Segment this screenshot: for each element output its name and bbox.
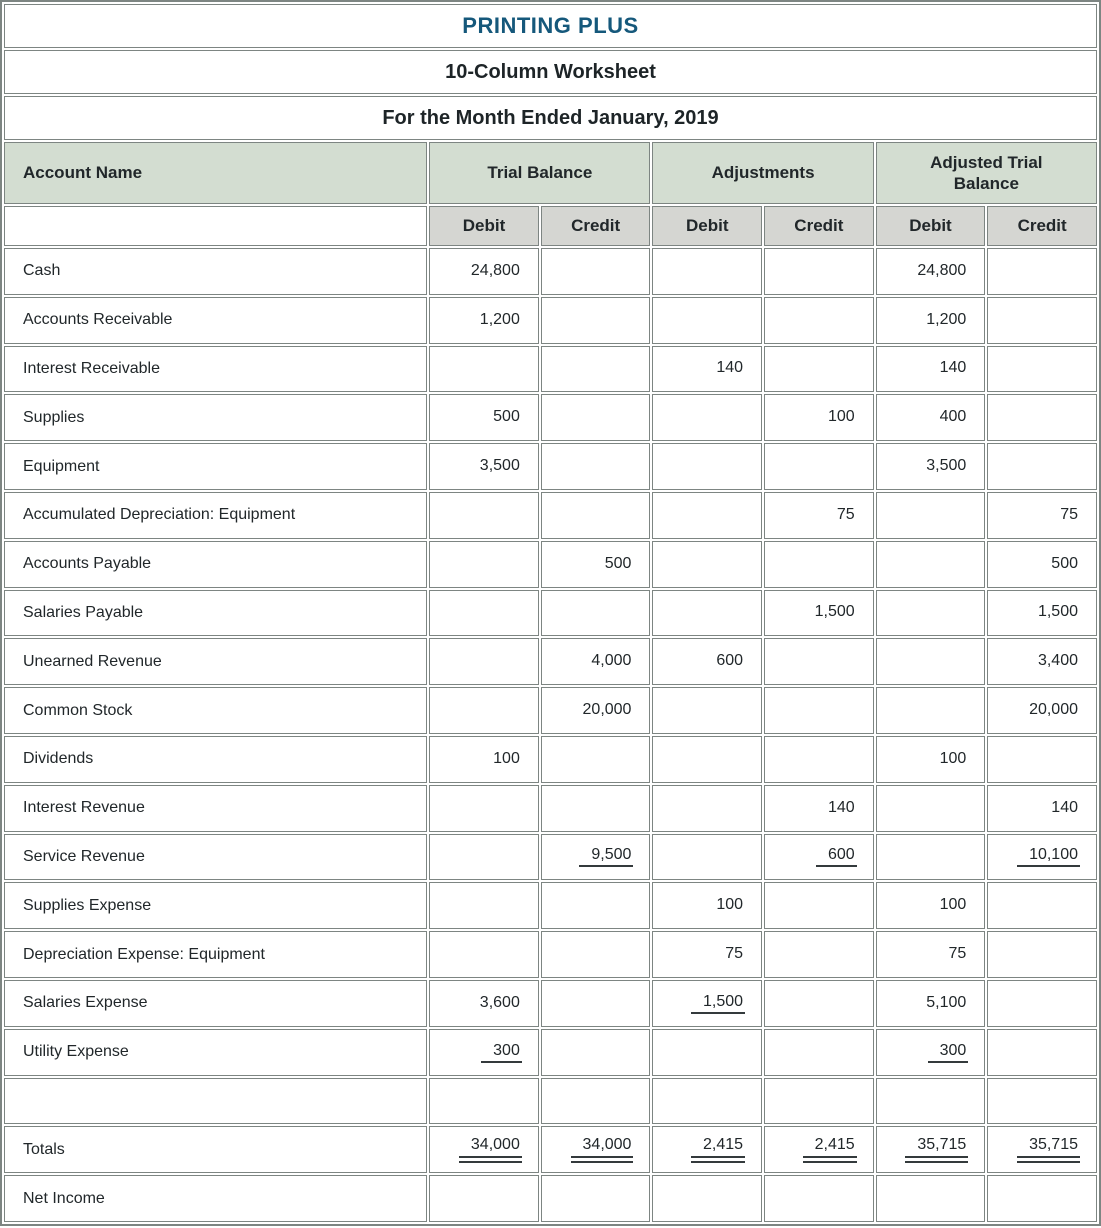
table-row (4, 931, 1097, 978)
account-name-cell: Accounts Receivable (4, 297, 427, 344)
amount-cell (764, 980, 874, 1027)
amount: 140 (1051, 798, 1078, 816)
amount: 1,200 (926, 310, 967, 328)
amount-single-ruled: 1,500 (691, 993, 745, 1014)
amount-cell (652, 492, 762, 539)
table-row (4, 1078, 1097, 1125)
amount-double-ruled: 2,415 (803, 1136, 857, 1163)
amount-cell (652, 638, 762, 685)
amount-cell (876, 590, 986, 637)
table-row (4, 834, 1097, 881)
amount-cell (876, 834, 986, 881)
amount: 75 (725, 945, 744, 963)
amount-cell (541, 931, 651, 978)
amount-cell (987, 346, 1097, 393)
amount: 100 (939, 749, 967, 767)
amount-cell (876, 1029, 986, 1076)
account-name-cell: Accounts Payable (4, 541, 427, 588)
amount-cell (541, 882, 651, 929)
amount-cell (429, 1175, 539, 1222)
table-row (4, 687, 1097, 734)
amount-cell (987, 1175, 1097, 1222)
table-row (4, 980, 1097, 1027)
amount-double-ruled: 35,715 (1017, 1136, 1080, 1163)
amount-cell (987, 1078, 1097, 1125)
group-header-adjustments: Adjustments (652, 142, 873, 204)
amount-cell (429, 541, 539, 588)
worksheet-subtitle-row (4, 50, 1097, 94)
amount-cell (764, 638, 874, 685)
amount-cell (541, 297, 651, 344)
account-name-cell: Utility Expense (4, 1029, 427, 1076)
amount-cell (876, 687, 986, 734)
table-row (4, 394, 1097, 441)
amount-cell (652, 980, 762, 1027)
amount-cell (429, 590, 539, 637)
amount-cell (876, 297, 986, 344)
amount-cell (876, 785, 986, 832)
table-row (4, 541, 1097, 588)
amount-cell (541, 785, 651, 832)
period-row (4, 96, 1097, 140)
trial-balance-credit-header: Credit (541, 206, 651, 246)
amount-single-ruled: 600 (816, 846, 857, 867)
table-row (4, 638, 1097, 685)
account-name-spacer-cell (4, 206, 427, 246)
amount: 140 (827, 798, 855, 816)
amount-cell (429, 248, 539, 295)
amount-cell (652, 297, 762, 344)
amount: 500 (604, 554, 632, 572)
amount: 3,600 (479, 993, 520, 1011)
amount-cell (652, 346, 762, 393)
amount-single-ruled: 300 (928, 1042, 969, 1063)
amount-cell (987, 248, 1097, 295)
amount-cell (987, 834, 1097, 881)
amount-cell (764, 1078, 874, 1125)
amount-cell (429, 492, 539, 539)
adjustments-credit-header: Credit (764, 206, 874, 246)
table-row (4, 346, 1097, 393)
amount: 100 (827, 408, 855, 426)
amount-cell (987, 1029, 1097, 1076)
amount-cell (876, 541, 986, 588)
amount-cell (541, 1029, 651, 1076)
amount-cell (541, 638, 651, 685)
table-row (4, 590, 1097, 637)
account-name-cell: Interest Receivable (4, 346, 427, 393)
company-name-text: PRINTING PLUS (462, 13, 639, 38)
amount-cell (541, 590, 651, 637)
amount-cell (541, 1175, 651, 1222)
amount: 500 (493, 408, 520, 426)
adjustments-debit-header: Debit (652, 206, 762, 246)
amount-cell (987, 590, 1097, 637)
amount: 75 (836, 505, 855, 523)
amount-cell (987, 931, 1097, 978)
amount-cell (764, 590, 874, 637)
amount-cell (429, 980, 539, 1027)
period-text: For the Month Ended January, 2019 (382, 106, 719, 129)
amount: 3,400 (1037, 652, 1078, 670)
table-row (4, 443, 1097, 490)
amount-cell (541, 1078, 651, 1125)
amount-cell (764, 1175, 874, 1222)
amount-cell (429, 785, 539, 832)
amount-cell (764, 248, 874, 295)
amount-single-ruled: 9,500 (579, 846, 633, 867)
amount-cell (764, 834, 874, 881)
amount: 1,500 (1037, 603, 1078, 621)
amount-cell (541, 980, 651, 1027)
amount-cell (429, 346, 539, 393)
table-row (4, 785, 1097, 832)
amount: 100 (939, 896, 967, 914)
amount-cell (987, 492, 1097, 539)
amount-cell (987, 1126, 1097, 1173)
amount: 140 (716, 359, 744, 377)
amount-cell (652, 687, 762, 734)
amount-cell (429, 443, 539, 490)
amount: 24,800 (470, 261, 520, 279)
company-title-row (4, 4, 1097, 48)
group-header-adjusted-trial-balance: Adjusted Trial Balance (876, 142, 1097, 204)
amount-cell (652, 1126, 762, 1173)
amount-cell (876, 1126, 986, 1173)
amount-single-ruled: 10,100 (1017, 846, 1080, 867)
amount-cell (764, 882, 874, 929)
amount-cell (429, 834, 539, 881)
amount-cell (876, 1175, 986, 1222)
account-name-cell: Totals (4, 1126, 427, 1173)
amount-cell (876, 736, 986, 783)
amount-cell (652, 1078, 762, 1125)
amount-cell (541, 394, 651, 441)
table-row (4, 1175, 1097, 1222)
amount: 100 (716, 896, 744, 914)
worksheet-subtitle (4, 50, 1097, 94)
account-name-cell: Accumulated Depreciation: Equipment (4, 492, 427, 539)
amount-double-ruled: 34,000 (571, 1136, 634, 1163)
amount: 3,500 (479, 457, 520, 475)
amount: 3,500 (926, 457, 967, 475)
account-name-cell: Unearned Revenue (4, 638, 427, 685)
amount-cell (876, 980, 986, 1027)
amount-cell (764, 736, 874, 783)
amount-cell (764, 931, 874, 978)
amount-cell (764, 394, 874, 441)
account-name-cell: Service Revenue (4, 834, 427, 881)
table-row (4, 882, 1097, 929)
amount: 140 (939, 359, 967, 377)
amount-cell (429, 394, 539, 441)
amount: 500 (1051, 554, 1078, 572)
table-row (4, 248, 1097, 295)
amount-cell (429, 297, 539, 344)
period (4, 96, 1097, 140)
amount-cell (987, 394, 1097, 441)
amount: 20,000 (582, 701, 632, 719)
amount-cell (764, 297, 874, 344)
amount-cell (764, 785, 874, 832)
amount-cell (541, 492, 651, 539)
amount-cell (652, 736, 762, 783)
amount-cell (987, 785, 1097, 832)
amount: 1,200 (479, 310, 520, 328)
amount-cell (876, 394, 986, 441)
amount-cell (987, 443, 1097, 490)
account-name-header: Account Name (4, 142, 427, 204)
amount-cell (876, 931, 986, 978)
trial-balance-debit-header: Debit (429, 206, 539, 246)
account-name-cell: Supplies (4, 394, 427, 441)
amount-cell (541, 1126, 651, 1173)
table-row (4, 1126, 1097, 1173)
amount-cell (652, 882, 762, 929)
account-name-cell: Supplies Expense (4, 882, 427, 929)
table-row (4, 736, 1097, 783)
amount: 600 (716, 652, 744, 670)
account-name-cell: Net Income (4, 1175, 427, 1222)
amount-cell (987, 541, 1097, 588)
amount-cell (876, 492, 986, 539)
amount-cell (764, 492, 874, 539)
amount: 75 (948, 945, 967, 963)
company-name (4, 4, 1097, 48)
amount-double-ruled: 2,415 (691, 1136, 745, 1163)
adjusted-trial-balance-credit-header: Credit (987, 206, 1097, 246)
amount-cell (876, 638, 986, 685)
amount-cell (652, 834, 762, 881)
amount-cell (876, 882, 986, 929)
amount-cell (876, 1078, 986, 1125)
amount-cell (429, 931, 539, 978)
amount-cell (429, 882, 539, 929)
amount-cell (652, 1175, 762, 1222)
account-name-cell: Cash (4, 248, 427, 295)
table-row (4, 1029, 1097, 1076)
amount-cell (652, 394, 762, 441)
amount-cell (429, 687, 539, 734)
amount-cell (541, 346, 651, 393)
amount-cell (541, 248, 651, 295)
amount-cell (764, 443, 874, 490)
amount-cell (541, 541, 651, 588)
amount-cell (541, 443, 651, 490)
account-name-cell: Depreciation Expense: Equipment (4, 931, 427, 978)
amount-double-ruled: 35,715 (905, 1136, 968, 1163)
amount-cell (652, 1029, 762, 1076)
account-name-cell: Interest Revenue (4, 785, 427, 832)
amount-cell (764, 346, 874, 393)
amount: 20,000 (1029, 701, 1078, 719)
amount-cell (541, 687, 651, 734)
amount-cell (652, 931, 762, 978)
adjusted-trial-balance-debit-header: Debit (876, 206, 986, 246)
account-name-cell: Salaries Expense (4, 980, 427, 1027)
amount: 400 (939, 408, 967, 426)
group-header-trial-balance: Trial Balance (429, 142, 650, 204)
amount-cell (987, 297, 1097, 344)
amount-cell (764, 1029, 874, 1076)
amount-cell (652, 785, 762, 832)
worksheet-subtitle-text: 10-Column Worksheet (445, 60, 656, 83)
amount-cell (429, 1078, 539, 1125)
amount: 100 (493, 749, 520, 767)
amount: 24,800 (917, 261, 967, 279)
amount-cell (876, 248, 986, 295)
amount-cell (987, 882, 1097, 929)
amount: 75 (1060, 505, 1078, 523)
amount-cell (652, 443, 762, 490)
table-row (4, 492, 1097, 539)
amount-cell (541, 736, 651, 783)
amount: 4,000 (591, 652, 632, 670)
amount-cell (987, 638, 1097, 685)
amount-single-ruled: 300 (481, 1042, 522, 1063)
amount-cell (764, 1126, 874, 1173)
amount-cell (987, 980, 1097, 1027)
amount-cell (429, 1029, 539, 1076)
account-name-cell: Equipment (4, 443, 427, 490)
amount-cell (429, 638, 539, 685)
amount-cell (652, 248, 762, 295)
amount-cell (652, 590, 762, 637)
amount-cell (652, 541, 762, 588)
account-name-cell (4, 1078, 427, 1125)
amount-cell (987, 736, 1097, 783)
amount-cell (876, 346, 986, 393)
account-name-cell: Dividends (4, 736, 427, 783)
amount-double-ruled: 34,000 (459, 1136, 522, 1163)
table-row (4, 297, 1097, 344)
debit-credit-header-row (4, 206, 1097, 246)
amount-cell (876, 443, 986, 490)
account-name-cell: Salaries Payable (4, 590, 427, 637)
amount-cell (764, 541, 874, 588)
amount-cell (764, 687, 874, 734)
account-name-cell: Common Stock (4, 687, 427, 734)
amount-cell (987, 687, 1097, 734)
amount-cell (429, 736, 539, 783)
amount: 1,500 (814, 603, 855, 621)
amount-cell (429, 1126, 539, 1173)
group-header-row (4, 142, 1097, 204)
amount: 5,100 (926, 993, 967, 1011)
worksheet-body (4, 248, 1097, 1222)
amount-cell (541, 834, 651, 881)
